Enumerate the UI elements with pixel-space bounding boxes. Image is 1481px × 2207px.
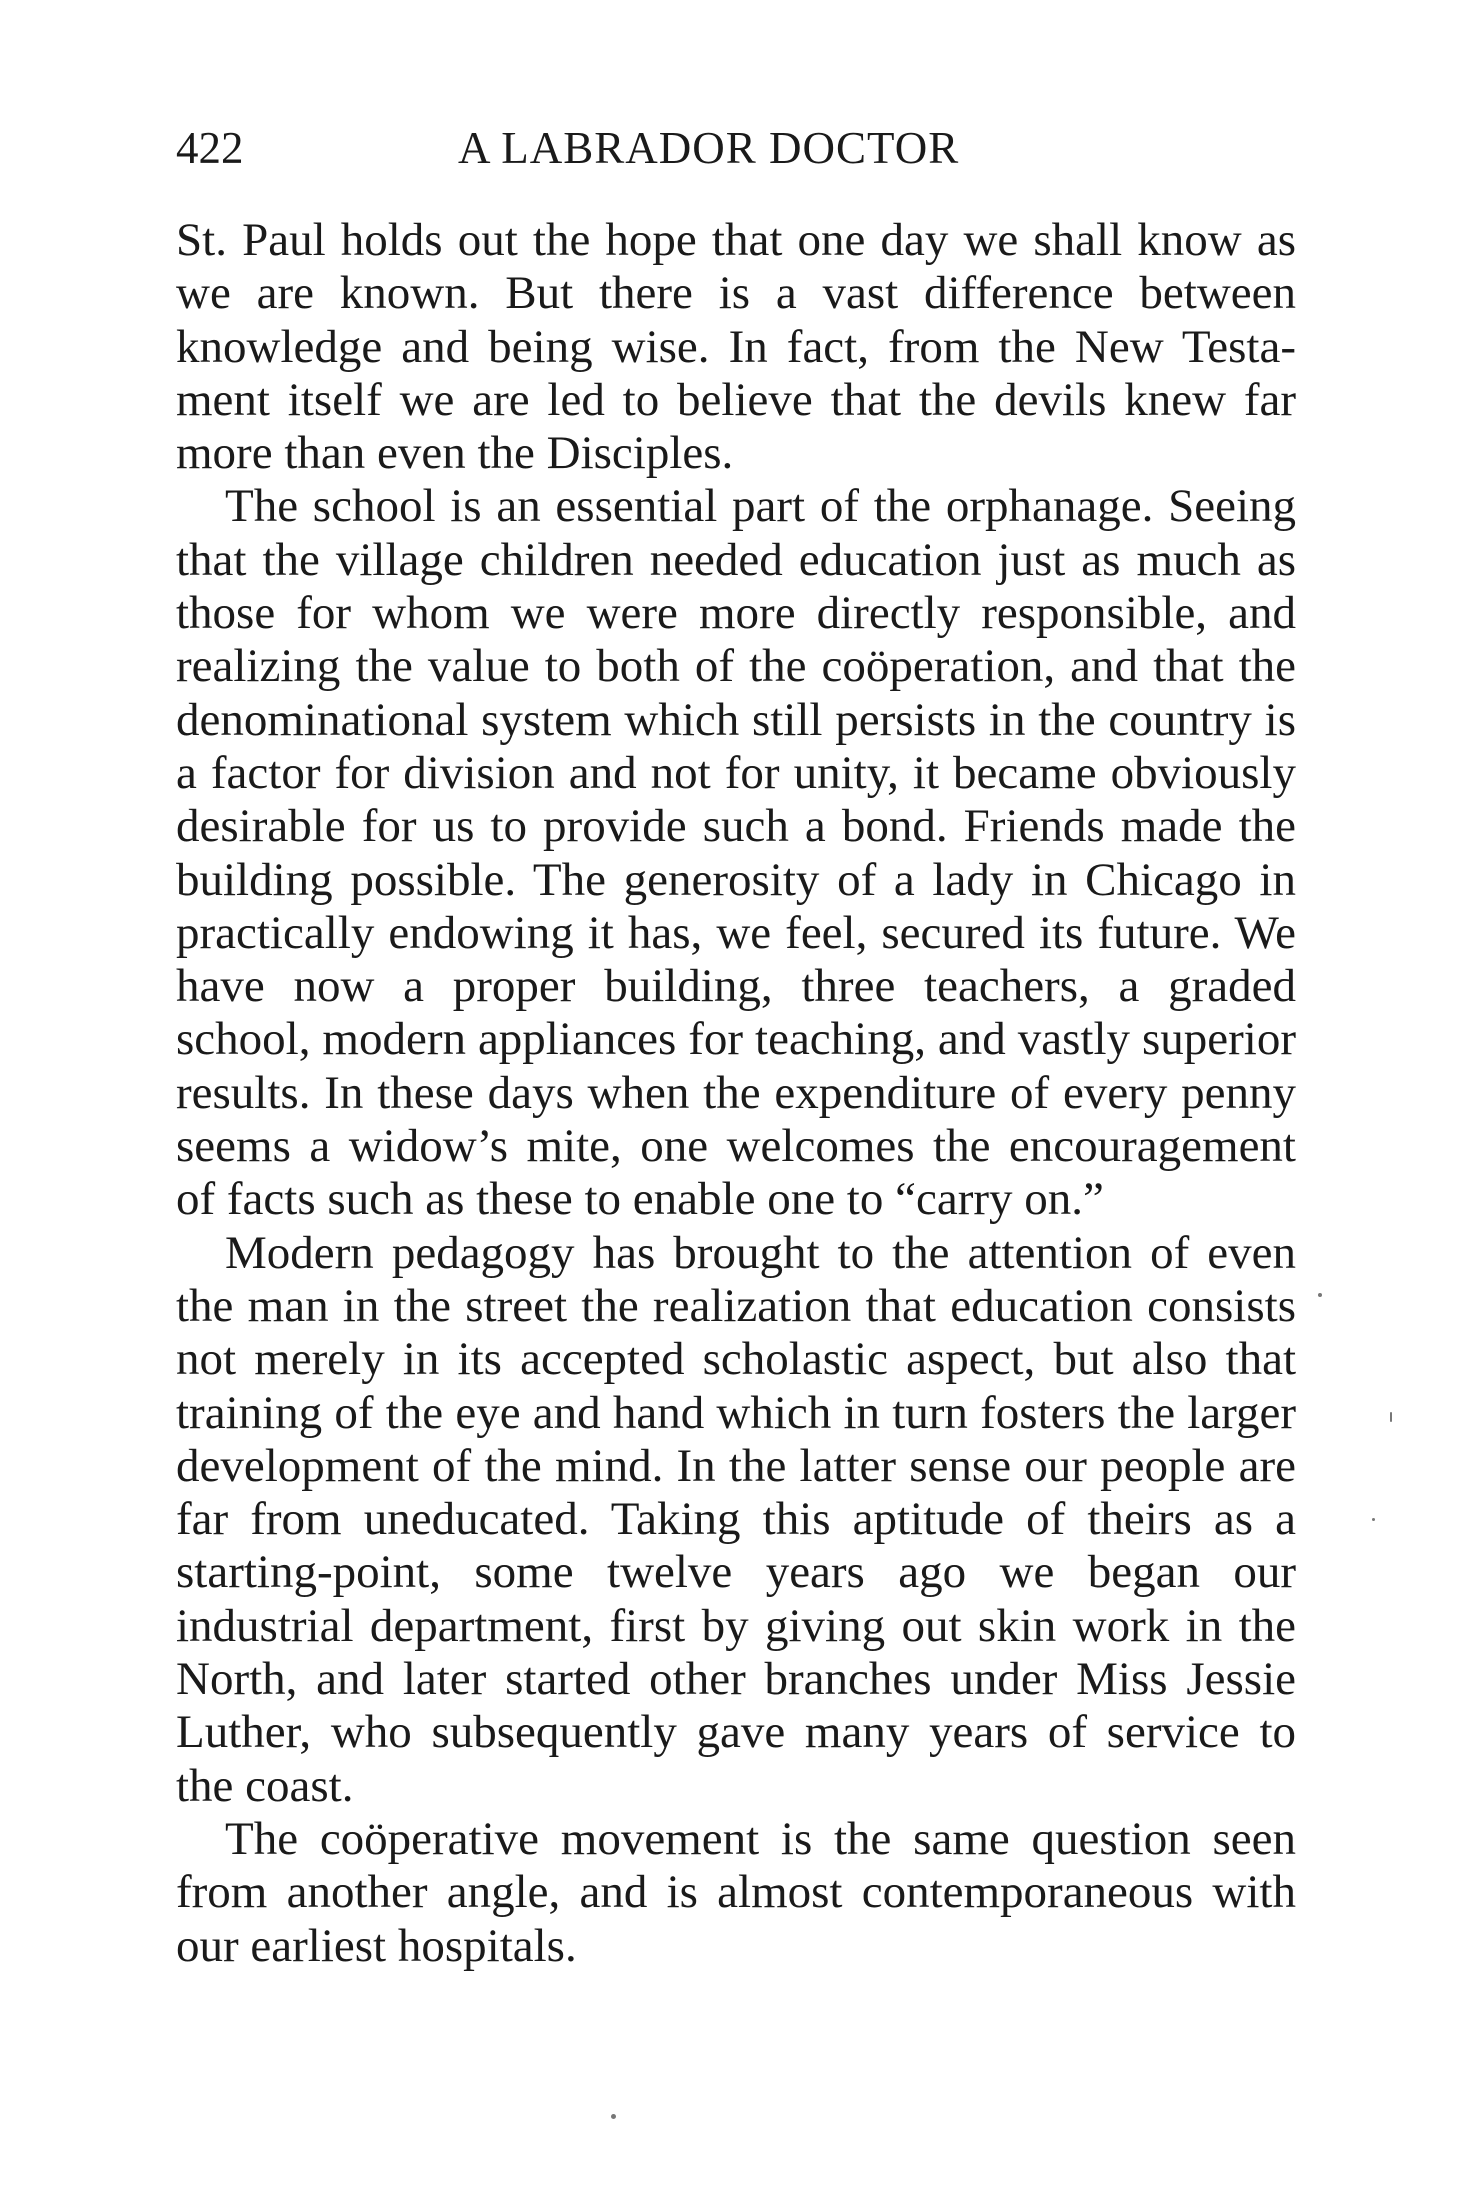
body-text <box>176 214 1296 1973</box>
running-title: A LABRADOR DOCTOR <box>458 123 960 173</box>
scan-speck <box>1372 1518 1375 1521</box>
paragraph-pedagogy: Modern pedagogy has brought to the attention of even the man in the street the realization that education consists not merely in its accepted scholastic aspect, but also that training of the eye and hand which in turn fosters the larger development of the mind. In the latter sense our people are far from uneducated. Taking this aptitude of theirs as a starting-point, some twelve years ago we began our industrial department, first by giving out skin work in the North, and later started other branches under Miss Jessie Luther, who subsequently gave many years of service to the coast. <box>176 1226 1296 1812</box>
paragraph-cooperative: The coöperative movement is the same question seen from another angle, and is almost contemporaneous with our earliest hospitals. <box>176 1812 1296 1972</box>
scan-speck <box>1318 1293 1322 1297</box>
page-number: 422 <box>176 123 244 173</box>
paragraph-school: The school is an essential part of the orphanage. Seeing that the village children needed education just as much as those for whom we were more directly responsible, and realizing the value to both of the coöperation, and that the denominational system which still persists in the country is a factor for division and not for unity, it became obviously desirable for us to provide such a bond. Friends made the building possible. The generosity of a lady in Chicago in practically endowing it has, we feel, secured its future. We have now a proper building, three teachers, a graded school, modern appliances for teaching, and vastly superior results. In these days when the expenditure of every penny seems a widow’s mite, one welcomes the encouragement of facts such as these to enable one to “carry on.” <box>176 480 1296 1226</box>
page-header <box>176 118 1296 178</box>
scan-speck <box>611 2114 616 2119</box>
paragraph-knowledge: St. Paul holds out the hope that one day we shall know as we are known. But there is a vast difference between knowledge and being wise. In fact, from the New Testament itself we are led to believe that the devils knew far more than even the Disciples. <box>176 214 1296 480</box>
scan-speck <box>1390 1412 1392 1422</box>
